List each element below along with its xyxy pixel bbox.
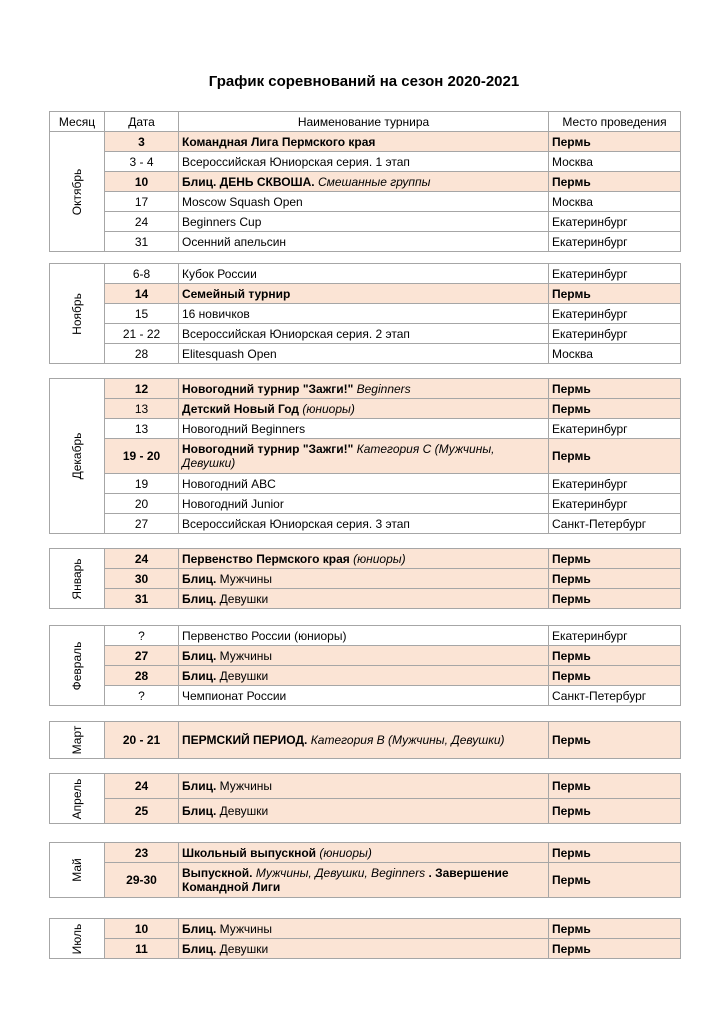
date-cell: 20 - 21 (105, 722, 179, 759)
table-row (50, 152, 681, 172)
header-tournament: Наименование турнира (179, 112, 549, 132)
tournament-cell (179, 569, 549, 589)
place-cell: Москва (549, 192, 681, 212)
tournament-bold: Семейный турнир (182, 286, 291, 301)
month-cell (50, 774, 105, 824)
schedule-table-february (49, 625, 681, 706)
table-row (50, 284, 681, 304)
table-row (50, 626, 681, 646)
date-cell: ? (105, 686, 179, 706)
tournament-italic: (юниоры) (319, 845, 372, 860)
schedule-table-july (49, 918, 681, 959)
place-cell: Пермь (549, 939, 681, 959)
table-row (50, 863, 681, 898)
place-cell: Пермь (549, 284, 681, 304)
tournament-cell: Кубок России (179, 264, 549, 284)
date-cell: 27 (105, 514, 179, 534)
date-cell: 19 (105, 474, 179, 494)
place-cell: Пермь (549, 666, 681, 686)
place-cell: Пермь (549, 843, 681, 863)
date-cell: 15 (105, 304, 179, 324)
date-cell: 10 (105, 172, 179, 192)
tournament-bold: Школьный выпускной (182, 845, 317, 860)
date-cell: 10 (105, 919, 179, 939)
place-cell: Екатеринбург (549, 212, 681, 232)
date-cell: 12 (105, 379, 179, 399)
date-cell: 24 (105, 212, 179, 232)
tournament-bold: Блиц. (182, 591, 217, 606)
month-label: Май (70, 858, 84, 882)
date-cell: ? (105, 626, 179, 646)
place-cell: Москва (549, 344, 681, 364)
month-cell (50, 379, 105, 534)
tournament-text: Девушки (216, 941, 269, 956)
tournament-cell: Beginners Cup (179, 212, 549, 232)
date-cell: 3 (105, 132, 179, 152)
table-row (50, 419, 681, 439)
tournament-italic: Мужчины, Девушки, Beginners (255, 866, 426, 880)
header-row (50, 112, 681, 132)
table-row (50, 132, 681, 152)
date-cell: 21 - 22 (105, 324, 179, 344)
tournament-cell: Новогодний Junior (179, 494, 549, 514)
table-row (50, 514, 681, 534)
place-cell: Пермь (549, 399, 681, 419)
tournament-cell (179, 132, 549, 152)
place-cell: Екатеринбург (549, 474, 681, 494)
tournament-cell (179, 646, 549, 666)
tournament-bold: Первенство Пермского края (182, 551, 350, 566)
tournament-cell (179, 589, 549, 609)
date-cell: 24 (105, 549, 179, 569)
place-cell: Екатеринбург (549, 264, 681, 284)
place-cell: Санкт-Петербург (549, 686, 681, 706)
place-cell: Екатеринбург (549, 626, 681, 646)
tournament-bold: Блиц. (182, 921, 217, 936)
schedule-table-january (49, 548, 681, 609)
tournament-cell (179, 549, 549, 569)
tournament-italic: (юниоры) (302, 401, 355, 416)
tournament-cell: Осенний апельсин (179, 232, 549, 252)
tournament-cell: Всероссийская Юниорская серия. 1 этап (179, 152, 549, 172)
header-date: Дата (105, 112, 179, 132)
date-cell: 17 (105, 192, 179, 212)
place-cell: Пермь (549, 589, 681, 609)
schedule-table-april (49, 773, 681, 824)
table-row (50, 474, 681, 494)
date-cell: 3 - 4 (105, 152, 179, 172)
tournament-text: Мужчины (216, 571, 273, 586)
table-row (50, 919, 681, 939)
tournament-cell (179, 919, 549, 939)
month-cell (50, 843, 105, 898)
tournament-text: Мужчины (216, 779, 273, 793)
tournament-cell: Чемпионат России (179, 686, 549, 706)
place-cell: Пермь (549, 439, 681, 474)
tournament-bold: Новогодний турнир "Зажги!" (182, 442, 354, 456)
tournament-italic: (юниоры) (353, 551, 406, 566)
tournament-bold: Блиц. (182, 648, 217, 663)
month-label: Март (70, 725, 84, 755)
date-cell: 30 (105, 569, 179, 589)
page-title: График соревнований на сезон 2020-2021 (208, 73, 520, 90)
date-cell: 28 (105, 344, 179, 364)
place-cell: Пермь (549, 132, 681, 152)
tournament-italic: Категория В (Мужчины, Девушки) (310, 733, 505, 747)
tournament-cell (179, 172, 549, 192)
schedule-table-december (49, 378, 681, 534)
tournament-text: Девушки (216, 668, 269, 683)
date-cell: 20 (105, 494, 179, 514)
date-cell: 11 (105, 939, 179, 959)
date-cell: 13 (105, 399, 179, 419)
month-cell (50, 626, 105, 706)
schedule-table-october (49, 111, 681, 252)
schedule-table-may (49, 842, 681, 898)
month-label: Ноябрь (70, 292, 84, 335)
table-row (50, 324, 681, 344)
tournament-cell (179, 863, 549, 898)
month-cell (50, 722, 105, 759)
tournament-bold: Блиц. (182, 571, 217, 586)
month-label: Январь (70, 557, 84, 600)
tournament-cell (179, 379, 549, 399)
place-cell: Екатеринбург (549, 494, 681, 514)
table-row (50, 494, 681, 514)
tournament-bold: Блиц. (182, 668, 217, 683)
place-cell: Пермь (549, 569, 681, 589)
month-label: Октябрь (70, 168, 84, 215)
header-place: Место проведения (549, 112, 681, 132)
date-cell: 27 (105, 646, 179, 666)
place-cell: Пермь (549, 919, 681, 939)
date-cell: 25 (105, 799, 179, 824)
place-cell: Пермь (549, 799, 681, 824)
date-cell: 29-30 (105, 863, 179, 898)
tournament-text: Девушки (216, 804, 269, 818)
month-label: Июль (70, 923, 84, 954)
tournament-cell (179, 939, 549, 959)
tournament-cell: Всероссийская Юниорская серия. 3 этап (179, 514, 549, 534)
tournament-bold: Блиц. (182, 779, 217, 793)
table-row (50, 799, 681, 824)
tournament-bold: Детский Новый Год (182, 401, 300, 416)
table-row (50, 172, 681, 192)
month-cell (50, 919, 105, 959)
place-cell: Пермь (549, 379, 681, 399)
place-cell: Пермь (549, 172, 681, 192)
table-row (50, 843, 681, 863)
table-row (50, 569, 681, 589)
place-cell: Пермь (549, 774, 681, 799)
table-row (50, 686, 681, 706)
tournament-cell (179, 439, 549, 474)
date-cell: 31 (105, 589, 179, 609)
table-row (50, 646, 681, 666)
date-cell: 19 - 20 (105, 439, 179, 474)
place-cell: Екатеринбург (549, 232, 681, 252)
tournament-italic: Beginners (356, 381, 411, 396)
place-cell: Пермь (549, 863, 681, 898)
tournament-bold: Командная Лига Пермского края (182, 134, 376, 149)
place-cell: Москва (549, 152, 681, 172)
month-label: Февраль (70, 641, 84, 690)
tournament-cell (179, 774, 549, 799)
date-cell: 24 (105, 774, 179, 799)
table-row (50, 344, 681, 364)
table-row (50, 212, 681, 232)
place-cell: Пермь (549, 722, 681, 759)
tournament-cell: Новогодний ABC (179, 474, 549, 494)
tournament-cell: Новогодний Beginners (179, 419, 549, 439)
schedule-table-november (49, 263, 681, 364)
tournament-bold-2: . Завершение Командной Лиги (182, 866, 509, 894)
place-cell: Санкт-Петербург (549, 514, 681, 534)
table-row (50, 304, 681, 324)
month-label: Декабрь (70, 432, 84, 480)
month-label: Апрель (70, 778, 84, 819)
tournament-cell: Первенство России (юниоры) (179, 626, 549, 646)
place-cell: Пермь (549, 549, 681, 569)
tournament-bold: Блиц. (182, 804, 217, 818)
date-cell: 6-8 (105, 264, 179, 284)
month-cell (50, 264, 105, 364)
place-cell: Екатеринбург (549, 419, 681, 439)
tournament-italic: Смешанные группы (317, 174, 431, 189)
table-row (50, 232, 681, 252)
table-row (50, 666, 681, 686)
tournament-bold: Выпускной. (182, 866, 253, 880)
tournament-cell (179, 284, 549, 304)
tournament-cell: Всероссийская Юниорская серия. 2 этап (179, 324, 549, 344)
table-row (50, 549, 681, 569)
table-row (50, 264, 681, 284)
table-row (50, 192, 681, 212)
table-row (50, 589, 681, 609)
tournament-cell (179, 722, 549, 759)
tournament-text: Девушки (216, 591, 269, 606)
place-cell: Пермь (549, 646, 681, 666)
month-cell (50, 549, 105, 609)
date-cell: 13 (105, 419, 179, 439)
date-cell: 28 (105, 666, 179, 686)
table-row (50, 774, 681, 799)
table-row (50, 939, 681, 959)
date-cell: 14 (105, 284, 179, 304)
date-cell: 31 (105, 232, 179, 252)
tournament-cell (179, 843, 549, 863)
tournament-bold: ПЕРМСКИЙ ПЕРИОД. (182, 733, 308, 747)
tournament-text: Мужчины (216, 921, 273, 936)
tournament-cell: Moscow Squash Open (179, 192, 549, 212)
header-month: Месяц (50, 112, 105, 132)
table-row (50, 399, 681, 419)
table-row (50, 722, 681, 759)
tournament-bold: Блиц. (182, 941, 217, 956)
tournament-italic: Категория С (Мужчины, Девушки) (182, 442, 495, 470)
tournament-cell: Elitesquash Open (179, 344, 549, 364)
schedule-table-march (49, 721, 681, 759)
table-row (50, 439, 681, 474)
tournament-cell (179, 799, 549, 824)
date-cell: 23 (105, 843, 179, 863)
tournament-bold: Блиц. ДЕНЬ СКВОША. (182, 174, 315, 189)
tournament-text: Мужчины (216, 648, 273, 663)
tournament-cell: 16 новичков (179, 304, 549, 324)
place-cell: Екатеринбург (549, 324, 681, 344)
month-cell (50, 132, 105, 252)
tournament-bold: Новогодний турнир "Зажги!" (182, 381, 354, 396)
table-row (50, 379, 681, 399)
tournament-cell (179, 399, 549, 419)
place-cell: Екатеринбург (549, 304, 681, 324)
tournament-cell (179, 666, 549, 686)
